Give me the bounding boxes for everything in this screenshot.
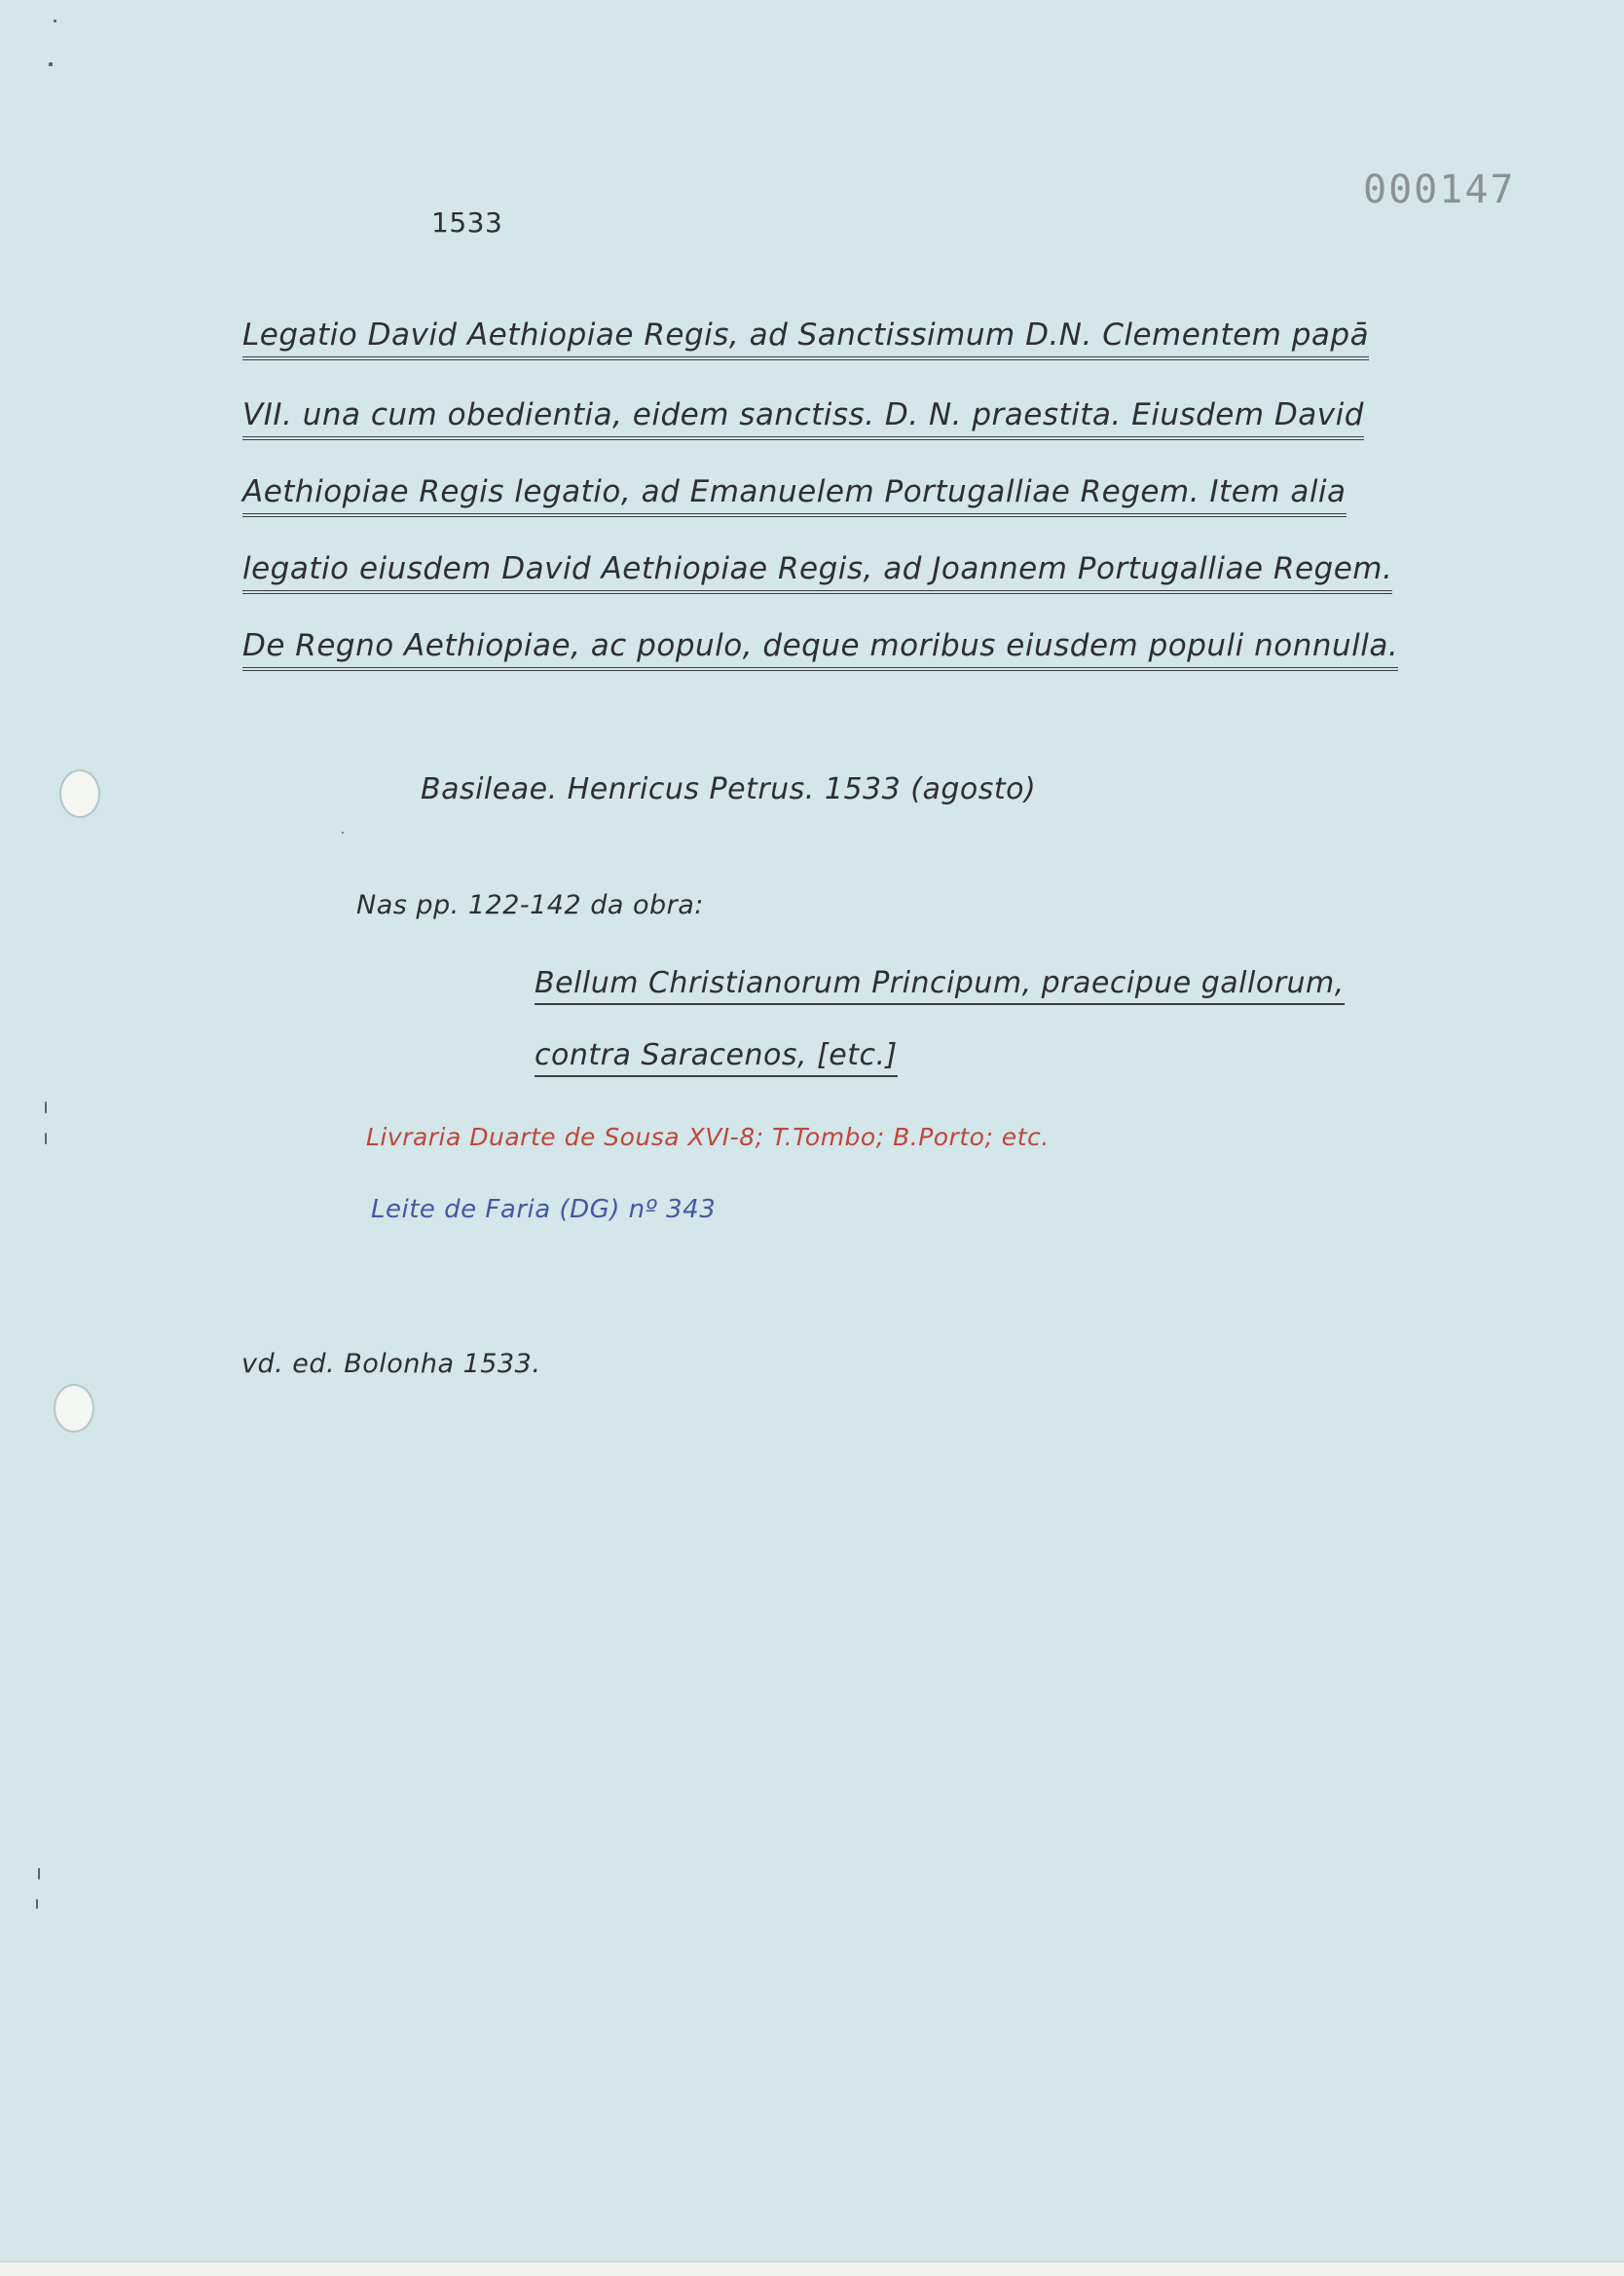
work-title-line-1: Bellum Christianorum Principum, praecipue gallorum, (535, 966, 1345, 1005)
ink-speck (45, 1101, 47, 1113)
imprint-line: Basileae. Henricus Petrus. 1533 (agosto) (421, 772, 1037, 806)
title-line-1: Legatio David Aethiopiae Regis, ad Sanctissimum D.N. Clementem papā (242, 317, 1369, 360)
punch-hole-top (59, 769, 100, 818)
see-also-note: vd. ed. Bolonha 1533. (241, 1349, 541, 1379)
holdings-note: Livraria Duarte de Sousa XVI-8; T.Tombo; B.Porto; etc. (366, 1123, 1050, 1151)
ink-speck (54, 19, 56, 22)
ink-speck (36, 1899, 38, 1909)
bibliography-reference: Leite de Faria (DG) nº 343 (371, 1195, 717, 1224)
work-title-line-2: contra Saracenos, [etc.] (535, 1038, 898, 1077)
ink-speck (49, 62, 53, 66)
punch-hole-bottom (54, 1384, 94, 1433)
entry-year: 1533 (431, 206, 503, 239)
title-line-4: legatio eiusdem David Aethiopiae Regis, ad Joannem Portugalliae Regem. (242, 551, 1392, 594)
title-line-5: De Regno Aethiopiae, ac populo, deque moribus eiusdem populi nonnulla. (242, 628, 1398, 671)
ink-speck (342, 832, 344, 834)
scan-bottom-edge (0, 2261, 1624, 2276)
pages-note: Nas pp. 122-142 da obra: (356, 890, 704, 920)
title-line-3: Aethiopiae Regis legatio, ad Emanuelem Portugalliae Regem. Item alia (242, 474, 1347, 517)
ink-speck (38, 1868, 40, 1880)
ink-speck (45, 1133, 47, 1144)
title-line-2: VII. una cum obedientia, eidem sanctiss. D. N. praestita. Eiusdem David (242, 397, 1364, 440)
archive-stamp-number: 000147 (1363, 168, 1516, 212)
